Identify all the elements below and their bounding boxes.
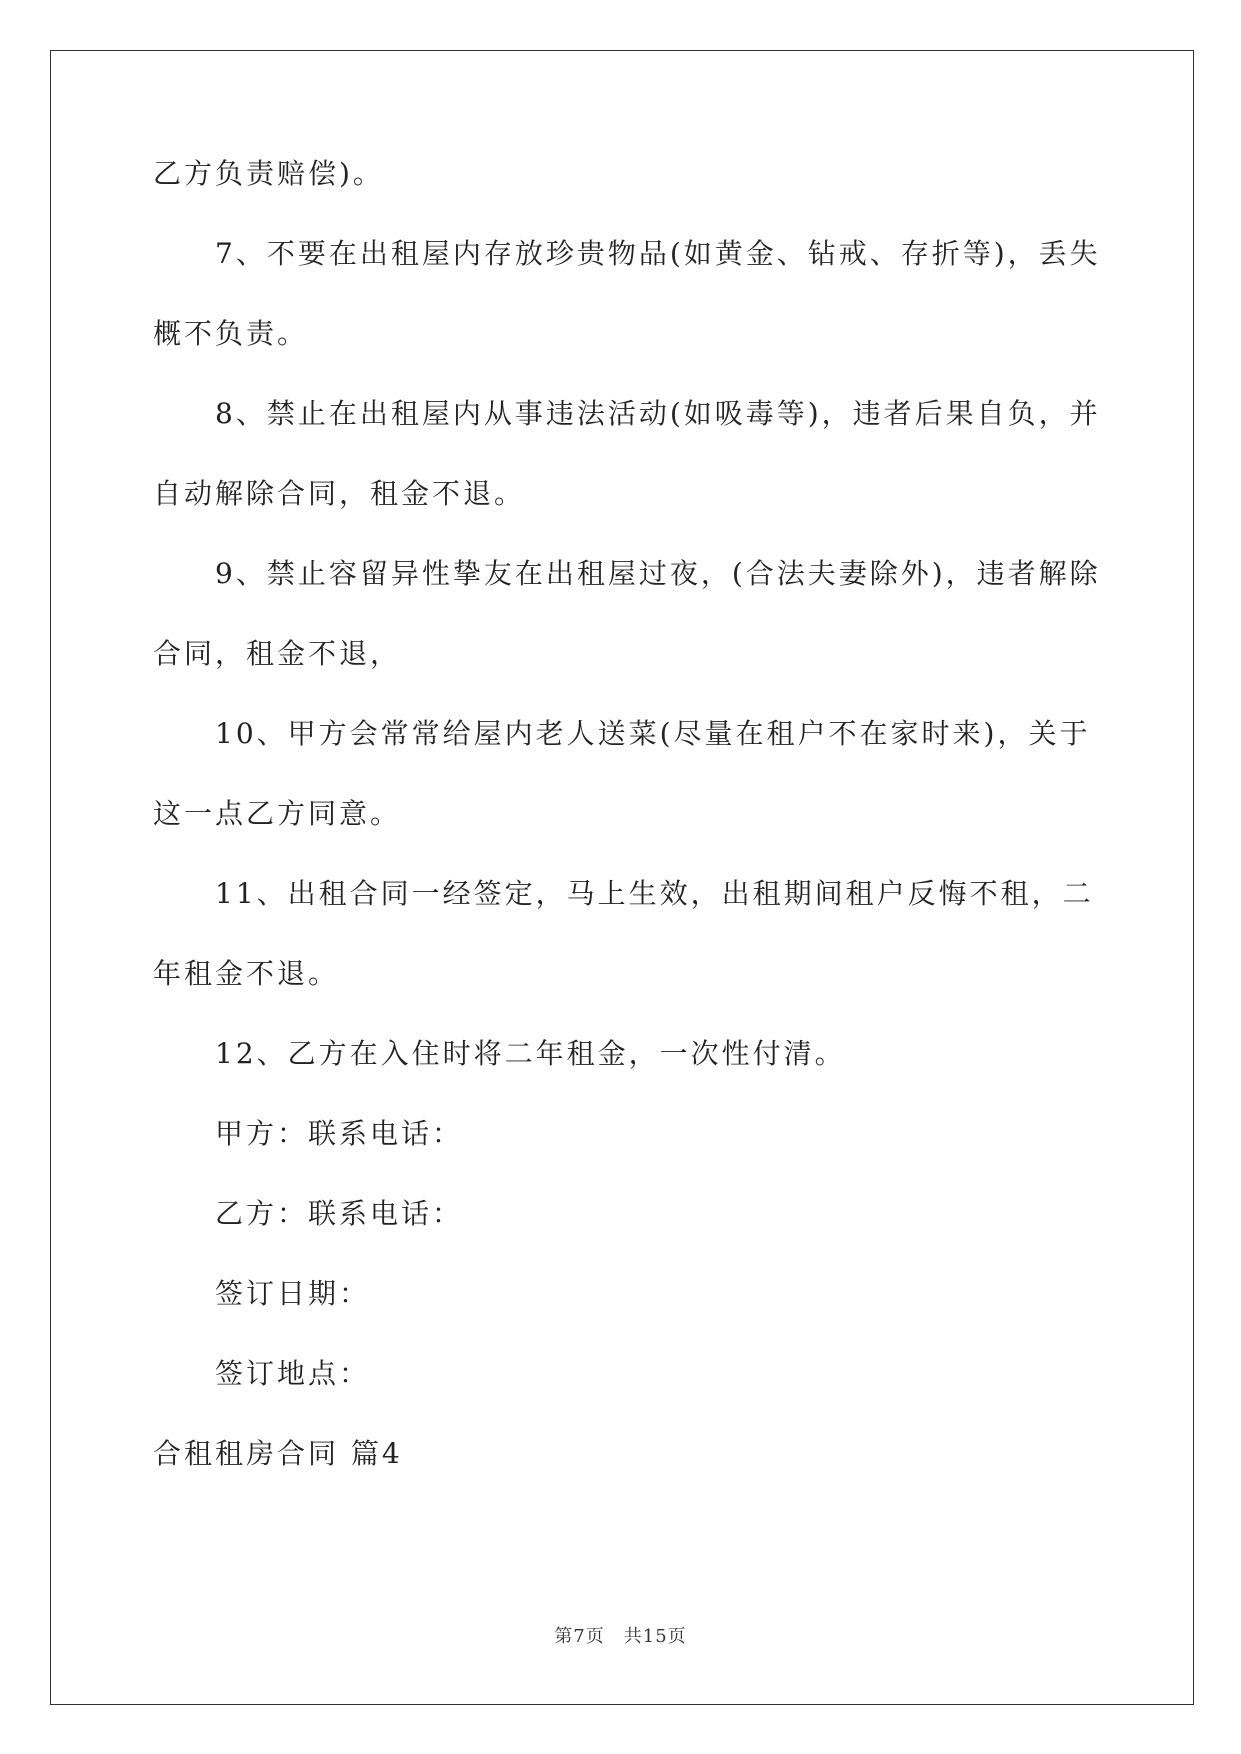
paragraph-line: 11、出租合同一经签定，马上生效，出租期间租户反悔不租，二 xyxy=(215,877,1094,910)
paragraph-line: 合同，租金不退， xyxy=(153,637,402,670)
signing-place-line: 签订地点： xyxy=(215,1357,371,1390)
paragraph-line: 乙方负责赔偿)。 xyxy=(153,157,384,190)
page-number-footer: 第7页 共15页 xyxy=(554,1626,687,1647)
paragraph-line: 9、禁止容留异性挚友在出租屋过夜，(合法夫妻除外)，违者解除 xyxy=(215,557,1101,590)
paragraph-line: 这一点乙方同意。 xyxy=(153,797,402,830)
signing-date-line: 签订日期： xyxy=(215,1277,371,1310)
paragraph-line: 概不负责。 xyxy=(153,317,309,350)
signature-line-party-a: 甲方：联系电话： xyxy=(215,1117,464,1150)
paragraph-line: 自动解除合同，租金不退。 xyxy=(153,477,526,510)
paragraph-line: 年租金不退。 xyxy=(153,957,340,990)
section-heading: 合租租房合同 篇4 xyxy=(153,1437,403,1470)
paragraph-line: 8、禁止在出租屋内从事违法活动(如吸毒等)，违者后果自负，并 xyxy=(215,397,1101,430)
paragraph-line: 10、甲方会常常给屋内老人送菜(尽量在租户不在家时来)，关于 xyxy=(215,717,1091,750)
signature-line-party-b: 乙方：联系电话： xyxy=(215,1197,464,1230)
paragraph-line: 12、乙方在入住时将二年租金，一次性付清。 xyxy=(215,1037,846,1070)
paragraph-line: 7、不要在出租屋内存放珍贵物品(如黄金、钻戒、存折等)，丢失 xyxy=(215,237,1101,270)
